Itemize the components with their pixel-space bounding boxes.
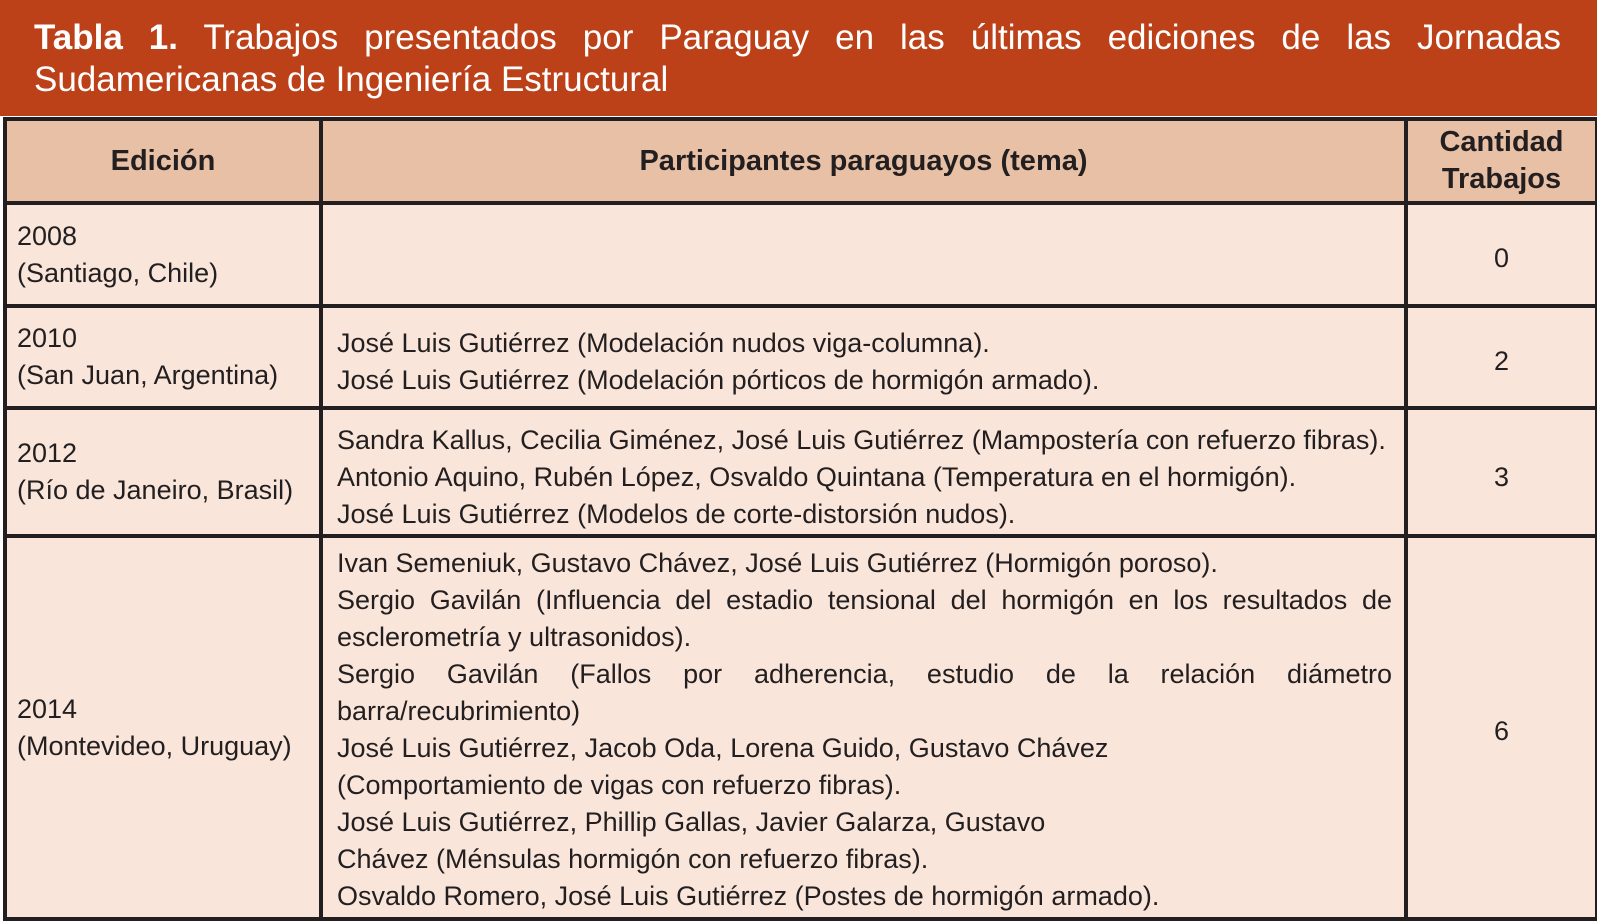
header-cantidad-line1: Cantidad xyxy=(1439,126,1564,158)
edition-year: 2012 xyxy=(17,438,78,468)
participant-entry: José Luis Gutiérrez (Modelos de corte-distorsión nudos). xyxy=(337,498,1016,529)
edition-cell xyxy=(5,408,321,536)
participants-cell xyxy=(321,408,1406,536)
table-caption xyxy=(0,0,1597,116)
edition-cell xyxy=(5,536,321,919)
edition-year: 2008 xyxy=(17,220,78,251)
edition-place: (Montevideo, Uruguay) xyxy=(17,730,292,761)
count-cell: 3 xyxy=(1406,408,1597,536)
table-row xyxy=(5,408,1597,536)
edition-cell xyxy=(5,306,321,408)
participant-entry: José Luis Gutiérrez, Jacob Oda, Lorena Guido, Gustavo Chávez xyxy=(337,733,1109,763)
table-row xyxy=(5,203,1597,306)
participant-entry: Sandra Kallus, Cecilia Giménez, José Luis Gutiérrez (Mampostería con refuerzo fibras). xyxy=(337,424,1386,455)
header-edicion: Edición xyxy=(5,119,321,203)
participant-entry: Osvaldo Romero, José Luis Gutiérrez (Postes de hormigón armado). xyxy=(337,881,1160,911)
participant-entry: (Comportamiento de vigas con refuerzo fibras). xyxy=(337,770,902,800)
participant-entry: Chávez (Ménsulas hormigón con refuerzo fibras). xyxy=(337,844,929,874)
caption-label: Tabla 1. xyxy=(34,18,178,57)
participant-entry: Antonio Aquino, Rubén López, Osvaldo Quintana (Temperatura en el hormigón). xyxy=(337,461,1297,492)
edition-year: 2010 xyxy=(17,323,78,353)
participants-cell xyxy=(321,306,1406,408)
header-participantes: Participantes paraguayos (tema) xyxy=(321,119,1406,203)
participants-cell xyxy=(321,536,1406,919)
table-row xyxy=(5,536,1597,919)
edition-year: 2014 xyxy=(17,693,78,724)
caption-text: Trabajos presentados por Paraguay en las últimas ediciones de las Jornadas Sudamericanas de Ingeniería Estructural xyxy=(34,18,1562,99)
edition-place: (San Juan, Argentina) xyxy=(17,360,279,390)
edition-place: (Río de Janeiro, Brasil) xyxy=(17,475,294,505)
participant-entry: José Luis Gutiérrez (Modelación nudos viga-columna). xyxy=(337,327,990,358)
header-row xyxy=(5,119,1597,203)
header-cantidad-line2: Trabajos xyxy=(1441,163,1562,195)
edition-cell xyxy=(5,203,321,306)
count-cell: 0 xyxy=(1406,203,1597,306)
header-cantidad xyxy=(1406,119,1597,203)
table-row xyxy=(5,306,1597,408)
participant-entry: José Luis Gutiérrez (Modelación pórticos de hormigón armado). xyxy=(337,364,1100,395)
edition-place: (Santiago, Chile) xyxy=(17,257,219,288)
participant-entry: Ivan Semeniuk, Gustavo Chávez, José Luis Gutiérrez (Hormigón poroso). xyxy=(337,548,1218,578)
count-cell: 2 xyxy=(1406,306,1597,408)
participants-cell xyxy=(321,203,1406,306)
works-table xyxy=(3,117,1597,921)
participant-entry: Sergio Gavilán (Influencia del estadio tensional del hormigón en los resultados de esclerometría y ultrasonidos). xyxy=(337,585,1392,652)
participant-entry: Sergio Gavilán (Fallos por adherencia, estudio de la relación diámetro barra/recubrimiento) xyxy=(337,659,1392,726)
count-cell: 6 xyxy=(1406,536,1597,919)
participant-entry: José Luis Gutiérrez, Phillip Gallas, Javier Galarza, Gustavo xyxy=(337,807,1046,837)
